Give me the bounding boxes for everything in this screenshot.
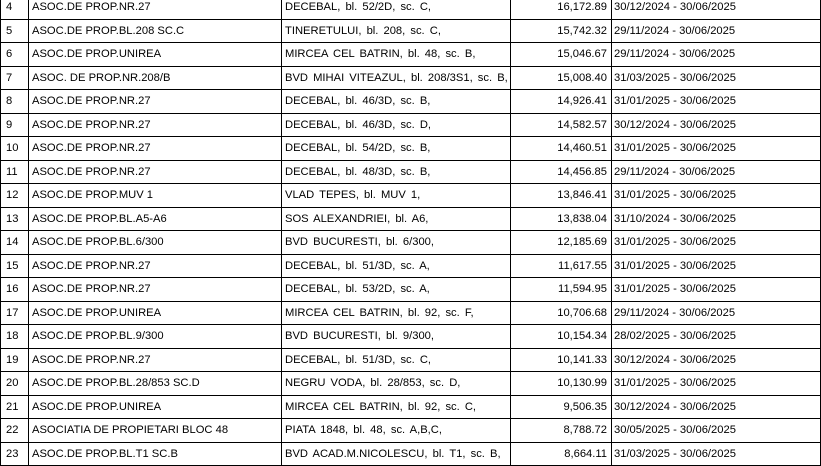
table-row — [1, 395, 821, 419]
period-cell[interactable]: 30/12/2024 - 30/06/2025 — [612, 113, 821, 137]
address-cell[interactable]: DECEBAL, bl. 52/2D, sc. C, — [282, 0, 511, 19]
association-name-cell[interactable]: ASOC.DE PROP.NR.27 — [29, 137, 282, 161]
association-name-cell[interactable]: ASOC.DE PROP.BL.A5-A6 — [29, 207, 282, 231]
period-cell[interactable]: 31/10/2024 - 30/06/2025 — [612, 207, 821, 231]
period-cell[interactable]: 31/01/2025 - 30/06/2025 — [612, 184, 821, 208]
table-row — [1, 113, 821, 137]
row-number-cell[interactable]: 15 — [1, 254, 29, 278]
association-name-cell[interactable]: ASOCIATIA DE PROPIETARI BLOC 48 — [29, 419, 282, 443]
amount-cell[interactable]: 8,664.11 — [511, 442, 612, 466]
row-number-cell[interactable]: 17 — [1, 301, 29, 325]
row-number-cell[interactable]: 19 — [1, 348, 29, 372]
association-name-cell[interactable]: ASOC.DE PROP.NR.27 — [29, 90, 282, 114]
association-name-cell[interactable]: ASOC.DE PROP.UNIREA — [29, 301, 282, 325]
association-name-cell[interactable]: ASOC.DE PROP.UNIREA — [29, 395, 282, 419]
row-number-cell[interactable]: 12 — [1, 184, 29, 208]
row-number-cell[interactable]: 23 — [1, 442, 29, 466]
period-cell[interactable]: 31/01/2025 - 30/06/2025 — [612, 137, 821, 161]
table-row — [1, 348, 821, 372]
period-cell[interactable]: 31/03/2025 - 30/06/2025 — [612, 66, 821, 90]
amount-cell[interactable]: 10,141.33 — [511, 348, 612, 372]
row-number-cell[interactable]: 4 — [1, 0, 29, 19]
row-number-cell[interactable]: 7 — [1, 66, 29, 90]
amount-cell[interactable]: 15,008.40 — [511, 66, 612, 90]
table-row — [1, 184, 821, 208]
amount-cell[interactable]: 12,185.69 — [511, 231, 612, 255]
amount-cell[interactable]: 14,456.85 — [511, 160, 612, 184]
association-name-cell[interactable]: ASOC.DE PROP.NR.27 — [29, 160, 282, 184]
period-cell[interactable]: 30/12/2024 - 30/06/2025 — [612, 395, 821, 419]
table-row — [1, 301, 821, 325]
address-cell[interactable]: MIRCEA CEL BATRIN, bl. 92, sc. F, — [282, 301, 511, 325]
amount-cell[interactable]: 13,838.04 — [511, 207, 612, 231]
table-row — [1, 278, 821, 302]
address-cell[interactable]: MIRCEA CEL BATRIN, bl. 48, sc. B, — [282, 43, 511, 67]
table-row — [1, 207, 821, 231]
period-cell[interactable]: 30/12/2024 - 30/06/2025 — [612, 0, 821, 19]
table-body — [1, 0, 821, 466]
address-cell[interactable]: DECEBAL, bl. 54/2D, sc. B, — [282, 137, 511, 161]
row-number-cell[interactable]: 18 — [1, 325, 29, 349]
period-cell[interactable]: 29/11/2024 - 30/06/2025 — [612, 160, 821, 184]
address-cell[interactable]: NEGRU VODA, bl. 28/853, sc. D, — [282, 372, 511, 396]
period-cell[interactable]: 31/01/2025 - 30/06/2025 — [612, 231, 821, 255]
amount-cell[interactable]: 16,172.89 — [511, 0, 612, 19]
association-name-cell[interactable]: ASOC.DE PROP.MUV 1 — [29, 184, 282, 208]
row-number-cell[interactable]: 8 — [1, 90, 29, 114]
association-name-cell[interactable]: ASOC.DE PROP.NR.27 — [29, 348, 282, 372]
period-cell[interactable]: 29/11/2024 - 30/06/2025 — [612, 19, 821, 43]
table-row — [1, 160, 821, 184]
address-cell[interactable]: DECEBAL, bl. 53/2D, sc. A, — [282, 278, 511, 302]
address-cell[interactable]: DECEBAL, bl. 46/3D, sc. D, — [282, 113, 511, 137]
row-number-cell[interactable]: 9 — [1, 113, 29, 137]
row-number-cell[interactable]: 21 — [1, 395, 29, 419]
association-name-cell[interactable]: ASOC.DE PROP.NR.27 — [29, 113, 282, 137]
table-row — [1, 372, 821, 396]
address-cell[interactable]: BVD BUCURESTI, bl. 9/300, — [282, 325, 511, 349]
table-row — [1, 43, 821, 67]
amount-cell[interactable]: 8,788.72 — [511, 419, 612, 443]
address-cell[interactable]: SOS ALEXANDRIEI, bl. A6, — [282, 207, 511, 231]
table-row — [1, 231, 821, 255]
association-name-cell[interactable]: ASOC.DE PROP.BL.28/853 SC.D — [29, 372, 282, 396]
table-row — [1, 442, 821, 466]
period-cell[interactable]: 31/01/2025 - 30/06/2025 — [612, 278, 821, 302]
row-number-cell[interactable]: 10 — [1, 137, 29, 161]
period-cell[interactable]: 31/01/2025 - 30/06/2025 — [612, 90, 821, 114]
table-row — [1, 325, 821, 349]
amount-cell[interactable]: 13,846.41 — [511, 184, 612, 208]
row-number-cell[interactable]: 22 — [1, 419, 29, 443]
row-number-cell[interactable]: 20 — [1, 372, 29, 396]
row-number-cell[interactable]: 11 — [1, 160, 29, 184]
address-cell[interactable]: BVD BUCURESTI, bl. 6/300, — [282, 231, 511, 255]
table-row — [1, 137, 821, 161]
row-number-cell[interactable]: 14 — [1, 231, 29, 255]
association-name-cell[interactable]: ASOC.DE PROP.BL.6/300 — [29, 231, 282, 255]
association-name-cell[interactable]: ASOC.DE PROP.NR.27 — [29, 0, 282, 19]
address-cell[interactable]: DECEBAL, bl. 51/3D, sc. C, — [282, 348, 511, 372]
amount-cell[interactable]: 15,046.67 — [511, 43, 612, 67]
amount-cell[interactable]: 15,742.32 — [511, 19, 612, 43]
table-row — [1, 254, 821, 278]
table-row — [1, 19, 821, 43]
period-cell[interactable]: 31/01/2025 - 30/06/2025 — [612, 254, 821, 278]
address-cell[interactable]: DECEBAL, bl. 48/3D, sc. B, — [282, 160, 511, 184]
row-number-cell[interactable]: 16 — [1, 278, 29, 302]
period-cell[interactable]: 30/12/2024 - 30/06/2025 — [612, 348, 821, 372]
address-cell[interactable]: MIRCEA CEL BATRIN, bl. 92, sc. C, — [282, 395, 511, 419]
table-row — [1, 90, 821, 114]
period-cell[interactable]: 28/02/2025 - 30/06/2025 — [612, 325, 821, 349]
association-name-cell[interactable]: ASOC.DE PROP.NR.27 — [29, 254, 282, 278]
address-cell[interactable]: TINERETULUI, bl. 208, sc. C, — [282, 19, 511, 43]
association-name-cell[interactable]: ASOC. DE PROP.NR.208/B — [29, 66, 282, 90]
period-cell[interactable]: 31/01/2025 - 30/06/2025 — [612, 372, 821, 396]
amount-cell[interactable]: 10,706.68 — [511, 301, 612, 325]
amount-cell[interactable]: 14,926.41 — [511, 90, 612, 114]
address-cell[interactable]: DECEBAL, bl. 46/3D, sc. B, — [282, 90, 511, 114]
amount-cell[interactable]: 11,617.55 — [511, 254, 612, 278]
row-number-cell[interactable]: 5 — [1, 19, 29, 43]
row-number-cell[interactable]: 13 — [1, 207, 29, 231]
address-cell[interactable]: PIATA 1848, bl. 48, sc. A,B,C, — [282, 419, 511, 443]
amount-cell[interactable]: 10,130.99 — [511, 372, 612, 396]
amount-cell[interactable]: 10,154.34 — [511, 325, 612, 349]
address-cell[interactable]: BVD ACAD.M.NICOLESCU, bl. T1, sc. B, — [282, 442, 511, 466]
table-row — [1, 0, 821, 19]
amount-cell[interactable]: 14,460.51 — [511, 137, 612, 161]
address-cell[interactable]: VLAD TEPES, bl. MUV 1, — [282, 184, 511, 208]
period-cell[interactable]: 30/05/2025 - 30/06/2025 — [612, 419, 821, 443]
table-row — [1, 419, 821, 443]
association-name-cell[interactable]: ASOC.DE PROP.BL.208 SC.C — [29, 19, 282, 43]
address-cell[interactable]: BVD MIHAI VITEAZUL, bl. 208/3S1, sc. B, — [282, 66, 511, 90]
association-name-cell[interactable]: ASOC.DE PROP.NR.27 — [29, 278, 282, 302]
association-name-cell[interactable]: ASOC.DE PROP.UNIREA — [29, 43, 282, 67]
row-number-cell[interactable]: 6 — [1, 43, 29, 67]
amount-cell[interactable]: 11,594.95 — [511, 278, 612, 302]
amount-cell[interactable]: 14,582.57 — [511, 113, 612, 137]
association-name-cell[interactable]: ASOC.DE PROP.BL.T1 SC.B — [29, 442, 282, 466]
period-cell[interactable]: 29/11/2024 - 30/06/2025 — [612, 43, 821, 67]
address-cell[interactable]: DECEBAL, bl. 51/3D, sc. A, — [282, 254, 511, 278]
amount-cell[interactable]: 9,506.35 — [511, 395, 612, 419]
association-name-cell[interactable]: ASOC.DE PROP.BL.9/300 — [29, 325, 282, 349]
period-cell[interactable]: 29/11/2024 - 30/06/2025 — [612, 301, 821, 325]
table-row — [1, 66, 821, 90]
period-cell[interactable]: 31/03/2025 - 30/06/2025 — [612, 442, 821, 466]
